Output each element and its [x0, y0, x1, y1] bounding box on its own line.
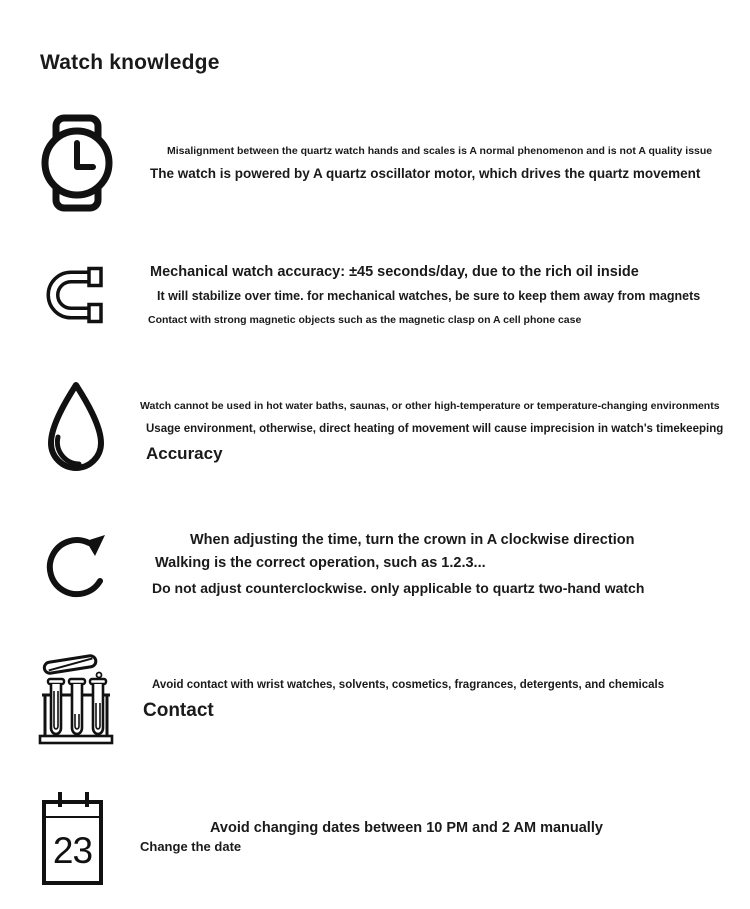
calendar-pin-right: [85, 792, 89, 807]
clockwise-arrow-icon: [45, 526, 111, 600]
section-crown-note: Do not adjust counterclockwise. only applicable to quartz two-hand watch: [152, 580, 645, 596]
watch-icon: [40, 114, 114, 212]
calendar-header-divider: [46, 816, 99, 818]
section-quartz-text: The watch is powered by A quartz oscillator motor, which drives the quartz movement: [150, 166, 701, 181]
calendar-icon: [42, 792, 103, 885]
section-crown-text: Walking is the correct operation, such as 1.2.3...: [155, 555, 486, 571]
calendar-day-number: 23: [52, 830, 93, 871]
section-accuracy-heading: Accuracy: [146, 444, 223, 463]
page-title: Watch knowledge: [40, 51, 220, 75]
test-tubes-icon: [38, 650, 114, 746]
section-temperature-text: Usage environment, otherwise, direct heating of movement will cause imprecision in watch's timekeeping: [146, 423, 724, 435]
section-date-text: Change the date: [140, 839, 242, 854]
section-date-headline: Avoid changing dates between 10 PM and 2 AM manually: [210, 820, 603, 836]
water-drop-icon: [42, 380, 110, 476]
section-magnet-note: Contact with strong magnetic objects such as the magnetic clasp on A cell phone case: [148, 314, 582, 326]
section-contact-heading: Contact: [143, 700, 214, 721]
section-temperature-note: Watch cannot be used in hot water baths, saunas, or other high-temperature or temperature-changing environments: [140, 400, 720, 412]
magnet-icon: [41, 266, 105, 324]
section-quartz-note: Misalignment between the quartz watch hands and scales is A normal phenomenon and is not A quality issue: [167, 145, 713, 157]
calendar-pin-left: [58, 792, 62, 807]
section-contact-text: Avoid contact with wrist watches, solvents, cosmetics, fragrances, detergents, and chemicals: [152, 679, 665, 691]
calendar-body: [42, 800, 103, 885]
section-crown-headline: When adjusting the time, turn the crown in A clockwise direction: [190, 532, 635, 548]
section-magnet-text: It will stabilize over time. for mechanical watches, be sure to keep them away from magnets: [157, 289, 701, 303]
section-magnet-headline: Mechanical watch accuracy: ±45 seconds/day, due to the rich oil inside: [150, 264, 639, 280]
